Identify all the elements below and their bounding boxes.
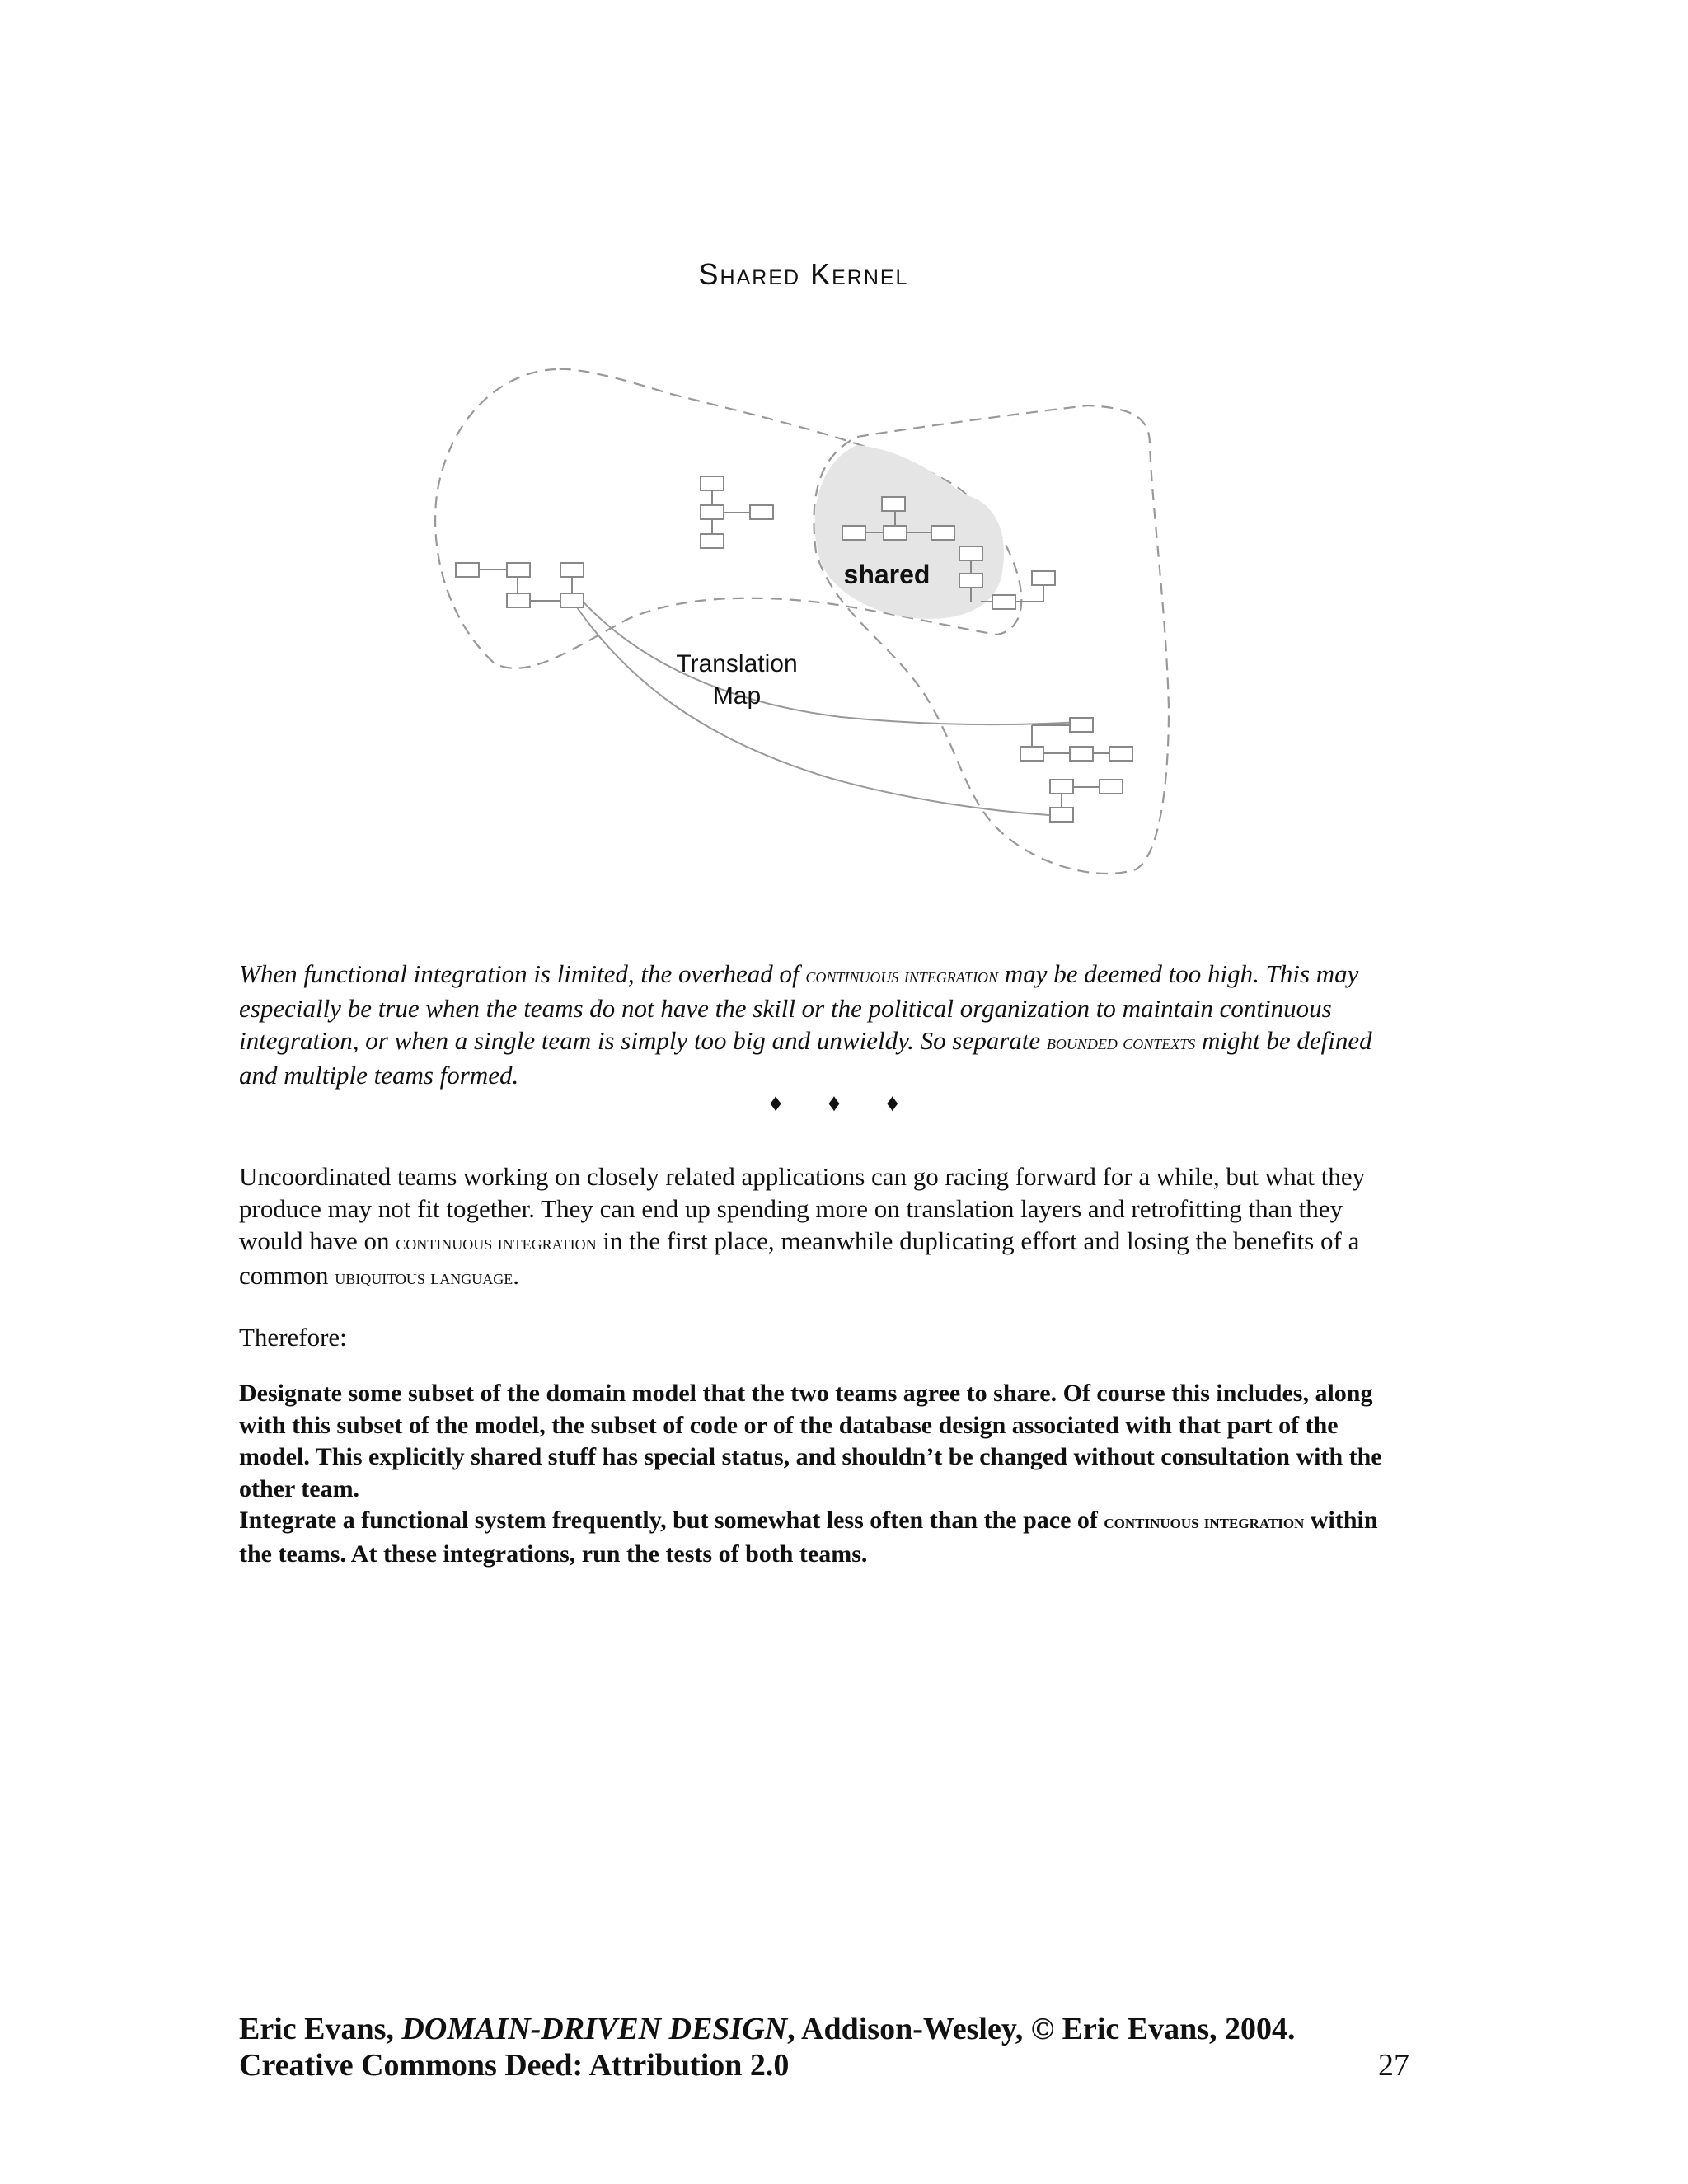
footer-publisher: , Addison-Wesley, © Eric Evans, 2004. (787, 2012, 1296, 2046)
body-text: Uncoordinated teams working on closely related applications can go racing forward for a while, but what they produce may not fit together. They can end up spending more on translation layers and retrofitting than they would have on (239, 1162, 1366, 1255)
intro-paragraph (239, 958, 1409, 1091)
solution-paragraph-1: Designate some subset of the domain model that the two teams agree to share. Of course this includes, along with this subset of the model, the subset of code or of the database design associated with that part of the model. This explicitly shared stuff has special status, and shouldn’t be changed without consultation with the other team. (239, 1380, 1382, 1502)
translation-map-label-line2: Map (712, 682, 762, 710)
page-footer (239, 2011, 1409, 2083)
body-term-ubiquitous-language: ubiquitous language (335, 1266, 513, 1289)
intro-text: When functional integration is limited, the overhead of (239, 959, 806, 988)
therefore-line: Therefore: (239, 1323, 347, 1352)
solution-paragraph-2 (239, 1505, 1409, 1570)
section-separator: ♦ ♦ ♦ (769, 1090, 919, 1117)
intro-text: might be defined and multiple teams formed. (239, 1026, 1372, 1090)
footer-book-title: DOMAIN-DRIVEN DESIGN (401, 2012, 788, 2046)
solution-text: Integrate a functional system frequently, but somewhat less often than the pace of (239, 1507, 1104, 1534)
pattern-solution (239, 1378, 1409, 1570)
body-paragraph (239, 1160, 1409, 1294)
body-text: in the first place, meanwhile duplicating effort and losing the benefits of a common (239, 1226, 1360, 1290)
translation-map-label-line1: Translation (676, 650, 798, 677)
body-text: . (513, 1261, 520, 1290)
page-title: Shared Kernel (698, 257, 909, 291)
footer-author: Eric Evans, (239, 2012, 402, 2046)
footer-citation (239, 2011, 1409, 2047)
page-number: 27 (1378, 2048, 1409, 2083)
body-term-continuous-integration: continuous integration (396, 1231, 597, 1254)
solution-text: within the teams. At these integrations, run the tests of both teams. (239, 1507, 1378, 1568)
model-objects (456, 476, 1132, 822)
shared-kernel-diagram (0, 0, 1688, 948)
intro-term-continuous-integration: continuous integration (805, 964, 999, 987)
intro-term-bounded-contexts: bounded contexts (1046, 1031, 1196, 1054)
intro-text: may be deemed too high. This may especially be true when the teams do not have the skill or the political organization to maintain continuous integration, or when a single team is simply too big and unwieldy. So separate (239, 959, 1359, 1055)
shared-label: shared (843, 560, 931, 589)
translation-map-lines (569, 595, 1080, 816)
footer-license: Creative Commons Deed: Attribution 2.0 (239, 2048, 790, 2083)
solution-term-continuous-integration: continuous integration (1104, 1511, 1305, 1533)
